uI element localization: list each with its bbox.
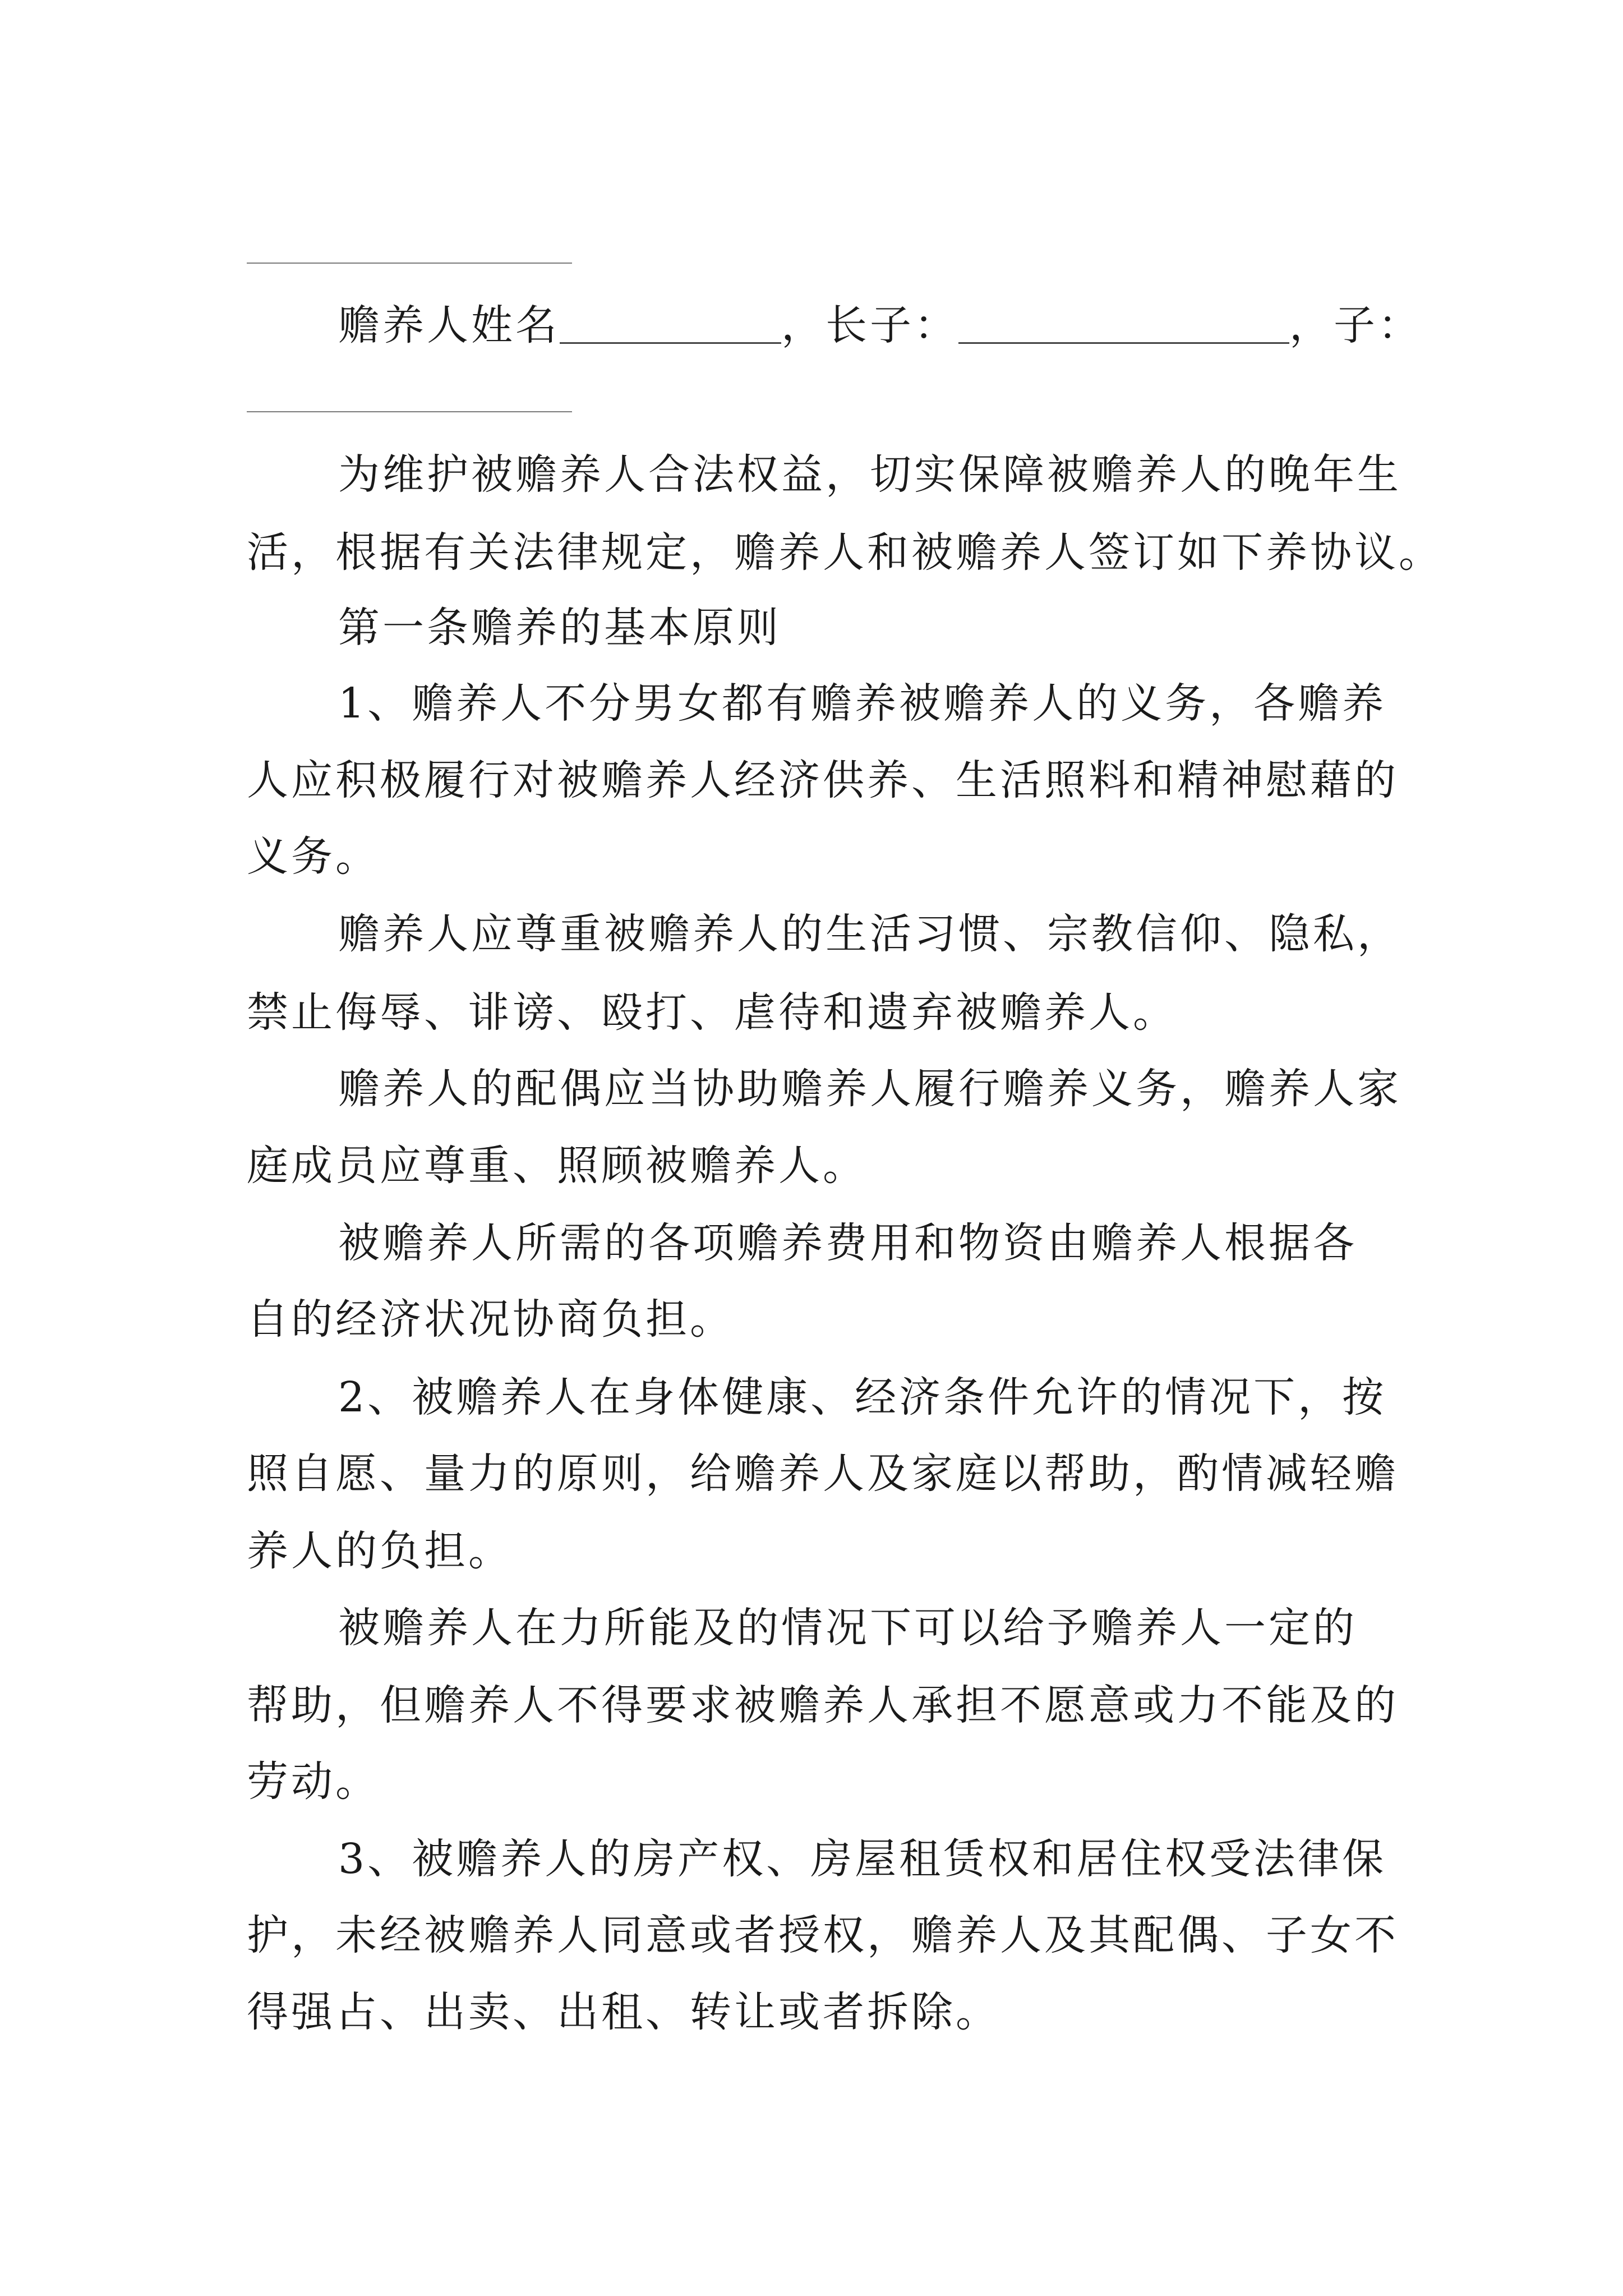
eldest-son-blank[interactable] [958,303,1289,344]
fill-in-line-top [247,263,572,264]
paragraph-line: 自的经济状况协商负担。 [247,1295,734,1343]
eldest-son-label: ，长子： [781,301,958,349]
supporter-name-label: 赡养人姓名 [338,301,560,349]
paragraph-line: 得强占、出卖、出租、转让或者拆除。 [247,1988,1000,2036]
paragraph-line: 护，未经被赡养人同意或者授权，赡养人及其配偶、子女不 [247,1911,1399,1959]
son-name-blank[interactable] [247,411,572,412]
signatory-row [338,301,1422,349]
paragraph-line: 赡养人的配偶应当协助赡养人履行赡养义务，赡养人家 [338,1065,1401,1113]
paragraph-line: 被赡养人在力所能及的情况下可以给予赡养人一定的 [338,1604,1357,1652]
paragraph-line: 为维护被赡养人合法权益，切实保障被赡养人的晚年生 [338,450,1401,499]
paragraph-line: 被赡养人所需的各项赡养费用和物资由赡养人根据各 [338,1219,1357,1267]
paragraph-line: 活，根据有关法律规定，赡养人和被赡养人签订如下养协议。 [247,528,1443,577]
paragraph-line: 庭成员应尊重、照顾被赡养人。 [247,1142,867,1190]
paragraph-line: 义务。 [247,832,380,881]
paragraph-line: 赡养人应尊重被赡养人的生活习惯、宗教信仰、隐私， [338,910,1401,958]
paragraph-line: 帮助，但赡养人不得要求被赡养人承担不愿意或力不能及的 [247,1681,1399,1729]
paragraph-line: 劳动。 [247,1757,380,1806]
paragraph-line: 养人的负担。 [247,1527,513,1575]
paragraph-line: 2、被赡养人在身体健康、经济条件允许的情况下，按 [338,1373,1387,1421]
paragraph-line: 1、赡养人不分男女都有赡养被赡养人的义务，各赡养 [338,679,1387,728]
paragraph-line: 禁止侮辱、诽谤、殴打、虐待和遗弃被赡养人。 [247,988,1177,1037]
paragraph-line: 3、被赡养人的房产权、房屋租赁权和居住权受法律保 [338,1835,1387,1883]
paragraph-line: 人应积极履行对被赡养人经济供养、生活照料和精神慰藉的 [247,756,1399,804]
paragraph-line: 照自愿、量力的原则，给赡养人及家庭以帮助，酌情减轻赡 [247,1450,1399,1498]
son-label: ，子： [1289,301,1422,349]
supporter-name-blank[interactable] [560,303,781,344]
section-heading: 第一条赡养的基本原则 [338,604,781,652]
